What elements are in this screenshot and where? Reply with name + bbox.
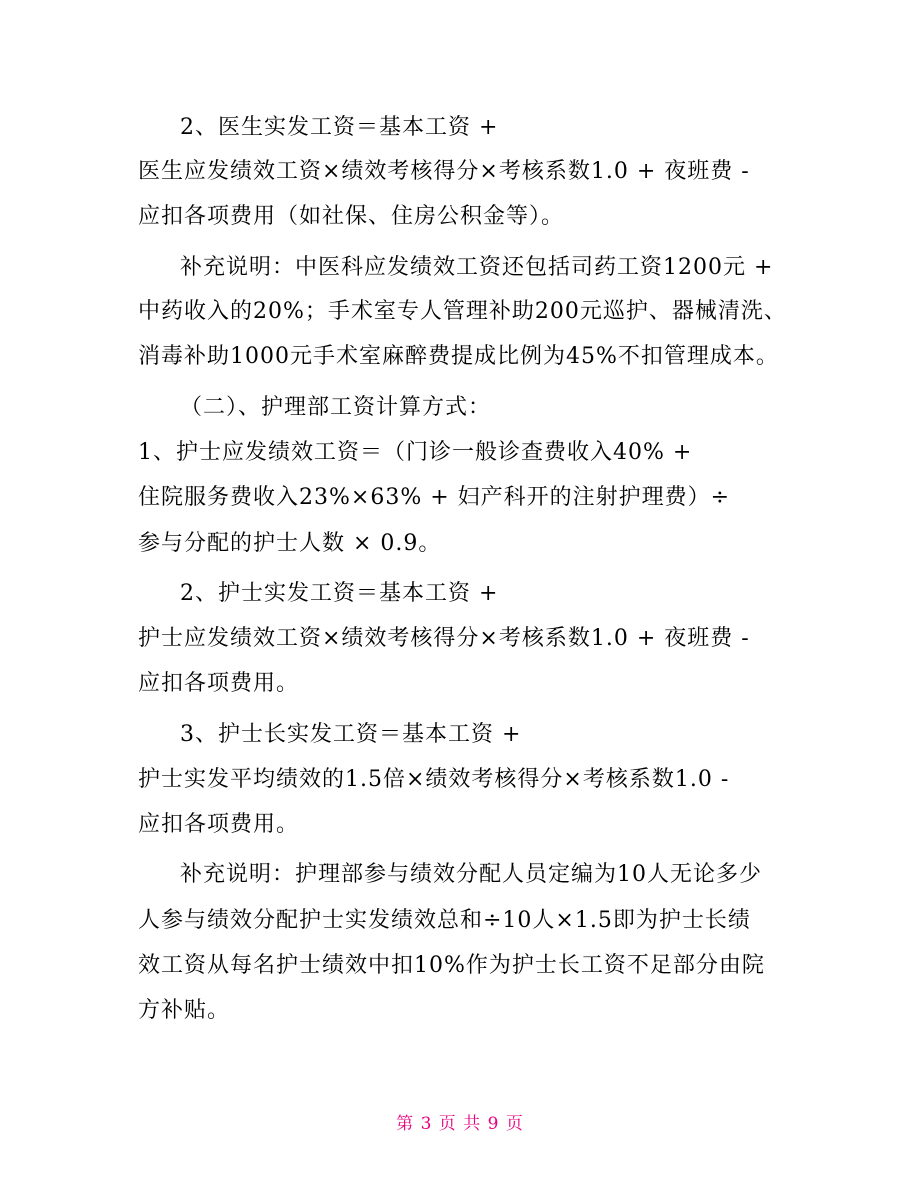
nurse-performance-formula-line: 参与分配的护士人数 × 0.9。 (138, 531, 442, 556)
supplement-note-line: 消毒补助1000元手术室麻醉费提成比例为45%不扣管理成本。 (138, 344, 779, 369)
nursing-section-heading: （二）、护理部工资计算方式： (180, 395, 492, 420)
page-number-footer: 第 3 页 共 9 页 (396, 1114, 524, 1134)
nursing-supplement-note-line: 效工资从每名护士绩效中扣10%作为护士长工资不足部分由院 (138, 953, 765, 978)
supplement-note-line: 补充说明：中医科应发绩效工资还包括司药工资1200元 + (180, 255, 774, 280)
nurse-salary-formula-line: 护士应发绩效工资×绩效考核得分×考核系数1.0 + 夜班费 - (138, 626, 750, 651)
nursing-supplement-note-line: 补充说明：护理部参与绩效分配人员定编为10人无论多少 (180, 862, 762, 887)
nurse-salary-formula-heading: 2、护士实发工资＝基本工资 + (180, 581, 499, 606)
nursing-supplement-note-line: 方补贴。 (138, 998, 231, 1023)
doctor-salary-formula-heading: 2、医生实发工资＝基本工资 + (180, 115, 499, 140)
nurse-performance-formula-line: 住院服务费收入23%×63% + 妇产科开的注射护理费）÷ (138, 485, 731, 510)
nursing-supplement-note-line: 人参与绩效分配护士实发绩效总和÷10人×1.5即为护士长绩 (138, 908, 751, 933)
head-nurse-salary-formula-heading: 3、护士长实发工资＝基本工资 + (180, 722, 522, 747)
nurse-performance-formula-line: 1、护士应发绩效工资＝（门诊一般诊查费收入40% + (138, 440, 693, 465)
head-nurse-salary-formula-line: 护士实发平均绩效的1.5倍×绩效考核得分×考核系数1.0 - (138, 767, 730, 792)
supplement-note-line: 中药收入的20%；手术室专人管理补助200元巡护、器械清洗、 (138, 299, 787, 324)
doctor-salary-formula-line: 应扣各项费用（如社保、住房公积金等）。 (138, 204, 565, 229)
doctor-salary-formula-line: 医生应发绩效工资×绩效考核得分×考核系数1.0 + 夜班费 - (138, 159, 750, 184)
nurse-salary-formula-line: 应扣各项费用。 (138, 671, 300, 696)
head-nurse-salary-formula-line: 应扣各项费用。 (138, 812, 300, 837)
